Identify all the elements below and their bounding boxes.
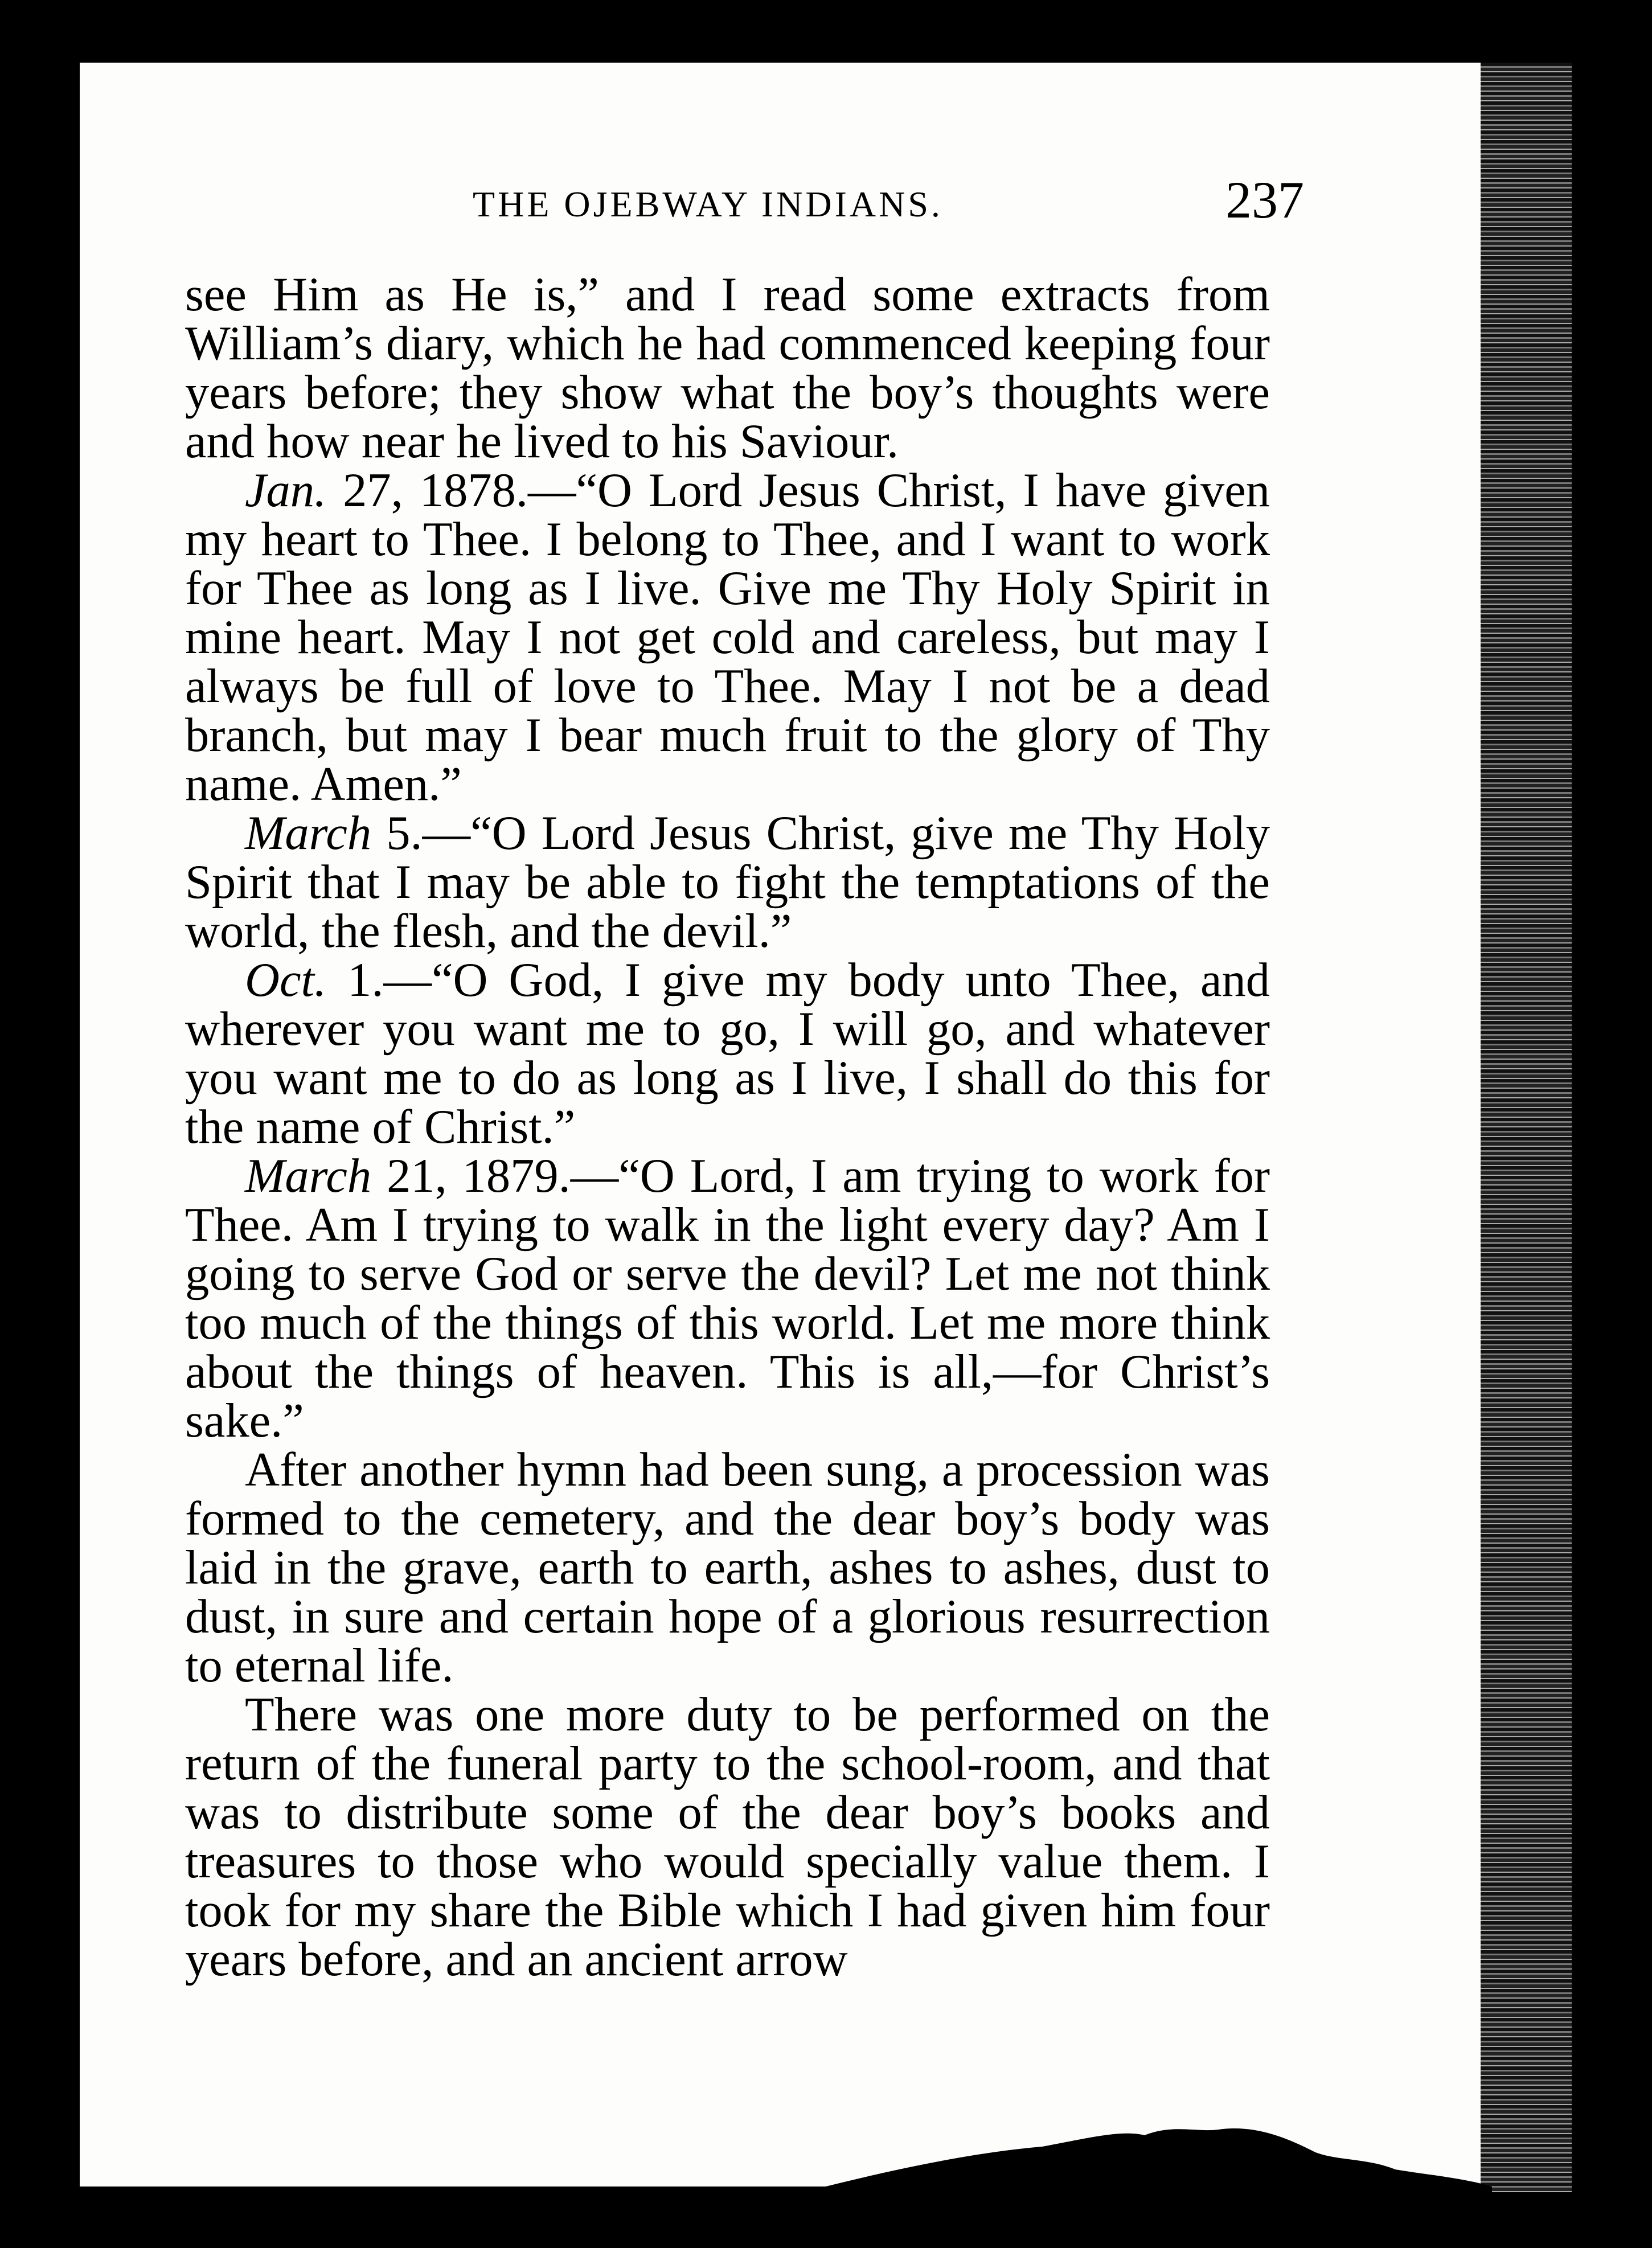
paragraph-text: After another hymn had been sung, a procession was formed to the cemetery, and the dear boy’s body was laid in the grave, earth to earth, ashes to ashes, dust to dust, in sure and certain hope of a glorious resurrection to eternal life.	[185, 1443, 1270, 1692]
diary-entry	[185, 956, 1270, 1152]
page-number: 237	[1225, 171, 1304, 229]
diary-entry	[185, 809, 1270, 956]
entry-date: Oct.	[245, 954, 327, 1007]
entry-text: 27, 1878.—“O Lord Jesus Christ, I have given my heart to Thee. I belong to Thee, and I want to work for Thee as long as I live. Give me Thy Holy Spirit in mine heart. May I not get cold and careless, but may I always be full of love to Thee. May I not be a dead branch, but may I bear much fruit to the glory of Thy name. Amen.”	[185, 464, 1270, 811]
paragraph-continuation	[185, 270, 1270, 466]
body-text	[185, 270, 1270, 1984]
entry-text: 21, 1879.—“O Lord, I am trying to work for Thee. Am I trying to walk in the light every day? Am I going to serve God or serve the devil? Let me not think too much of the things of this world. Let me more think about the things of heaven. This is all,—for Christ’s sake.”	[185, 1150, 1270, 1447]
diary-entry	[185, 1152, 1270, 1446]
paragraph-text: see Him as He is,” and I read some extracts from William’s diary, which he had commenced keeping four years before; they show what the boy’s thoughts were and how near he lived to his Saviour.	[185, 268, 1270, 468]
diary-entry	[185, 466, 1270, 809]
page-header	[188, 170, 1304, 232]
entry-text: 1.—“O God, I give my body unto Thee, and wherever you want me to go, I will go, and whatever you want me to do as long as I live, I shall do this for the name of Christ.”	[185, 954, 1270, 1154]
paragraph-text: There was one more duty to be performed on the return of the funeral party to the school-room, and that was to distribute some of the dear boy’s books and treasures to those who would specially value them. I took for my share the Bible which I had given him four years before, and an ancient arrow	[185, 1688, 1270, 1986]
entry-text: 5.—“O Lord Jesus Christ, give me Thy Holy Spirit that I may be able to fight the temptations of the world, the flesh, and the devil.”	[185, 807, 1270, 958]
entry-date: Jan.	[245, 464, 327, 517]
running-head: THE OJEBWAY INDIANS.	[473, 184, 943, 224]
entry-date: March	[245, 1150, 372, 1203]
scan-right-border	[1481, 63, 1572, 2192]
torn-page-edge	[826, 2107, 1492, 2198]
entry-date: March	[245, 807, 372, 860]
paragraph	[185, 1688, 1270, 1986]
paragraph	[185, 1443, 1270, 1692]
